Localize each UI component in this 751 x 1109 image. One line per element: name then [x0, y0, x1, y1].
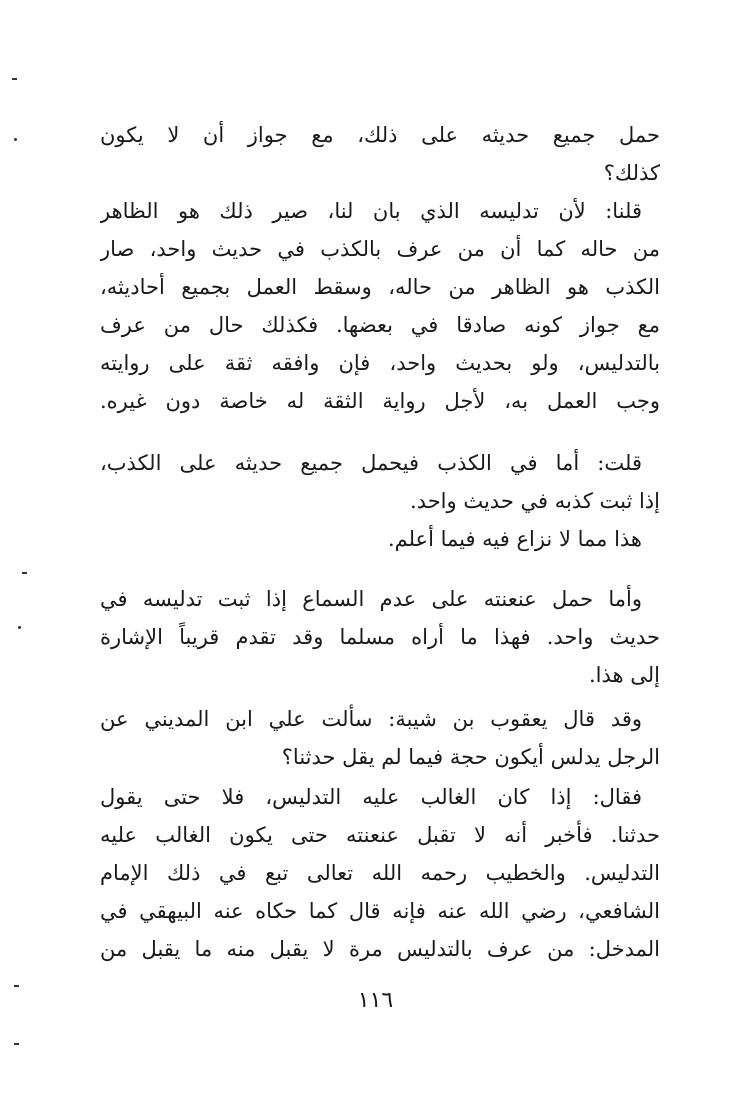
text-line: المدخل: من عرف بالتدليس مرة لا يقبل منه ما يقبل من — [100, 937, 660, 961]
text-line: قلنا: لأن تدليسه الذي بان لنا، صير ذلك هو الظاهر — [100, 199, 642, 223]
margin-mark — [14, 1043, 19, 1045]
text-line: الرجل يدلس أيكون حجة فيما لم يقل حدثنا؟ — [281, 745, 660, 769]
text-line: وقد قال يعقوب بن شيبة: سألت علي ابن المديني عن — [100, 707, 642, 731]
text-line: وأما حمل عنعنته على عدم السماع إذا ثبت تدليسه في — [100, 587, 642, 611]
text-line: مع جواز كونه صادقا في بعضها. فكذلك حال من عرف — [100, 313, 660, 337]
page-number: ١١٦ — [357, 988, 394, 1013]
text-line: الكذب هو الظاهر من حاله، وسقط العمل بجميع أحاديثه، — [100, 275, 660, 299]
margin-dot — [14, 138, 17, 141]
text-line: حمل جميع حديثه على ذلك، مع جواز أن لا يكون — [100, 123, 660, 147]
text-line: إذا ثبت كذبه في حديث واحد. — [410, 489, 660, 513]
margin-dot — [18, 626, 21, 629]
paragraph-4 — [100, 580, 660, 694]
text-line: من حاله كما أن من عرف بالكذب في حديث واحد، صار — [100, 237, 660, 261]
text-line: هذا مما لا نزاع فيه فيما أعلم. — [387, 527, 642, 551]
text-line: فقال: إذا كان الغالب عليه التدليس، فلا حتى يقول — [100, 785, 642, 809]
text-line: بالتدليس، ولو بحديث واحد، فإن وافقه ثقة على روايته — [100, 351, 660, 375]
margin-mark — [14, 985, 19, 987]
paragraph-3 — [100, 444, 660, 558]
text-line: حدثنا. فأخبر أنه لا تقبل عنعنته حتى يكون الغالب عليه — [100, 823, 660, 847]
paragraph-2 — [100, 192, 660, 420]
text-line: قلت: أما في الكذب فيحمل جميع حديثه على الكذب، — [100, 451, 642, 475]
text-line: حديث واحد. فهذا ما أراه مسلما وقد تقدم قريباً الإشارة — [100, 625, 660, 649]
margin-mark — [12, 78, 17, 80]
text-line: الشافعي، رضي الله عنه فإنه قال كما حكاه عنه البيهقي في — [100, 899, 660, 923]
paragraph-1 — [100, 116, 660, 192]
text-line: إلى هذا. — [588, 663, 660, 687]
margin-mark — [22, 572, 27, 574]
paragraph-6 — [100, 778, 660, 968]
text-line: التدليس. والخطيب رحمه الله تعالى تبع في ذلك الإمام — [100, 861, 660, 885]
text-line: كذلك؟ — [603, 161, 660, 185]
text-line: وجب العمل به، لأجل رواية الثقة له خاصة دون غيره. — [100, 389, 660, 413]
paragraph-5 — [100, 700, 660, 776]
